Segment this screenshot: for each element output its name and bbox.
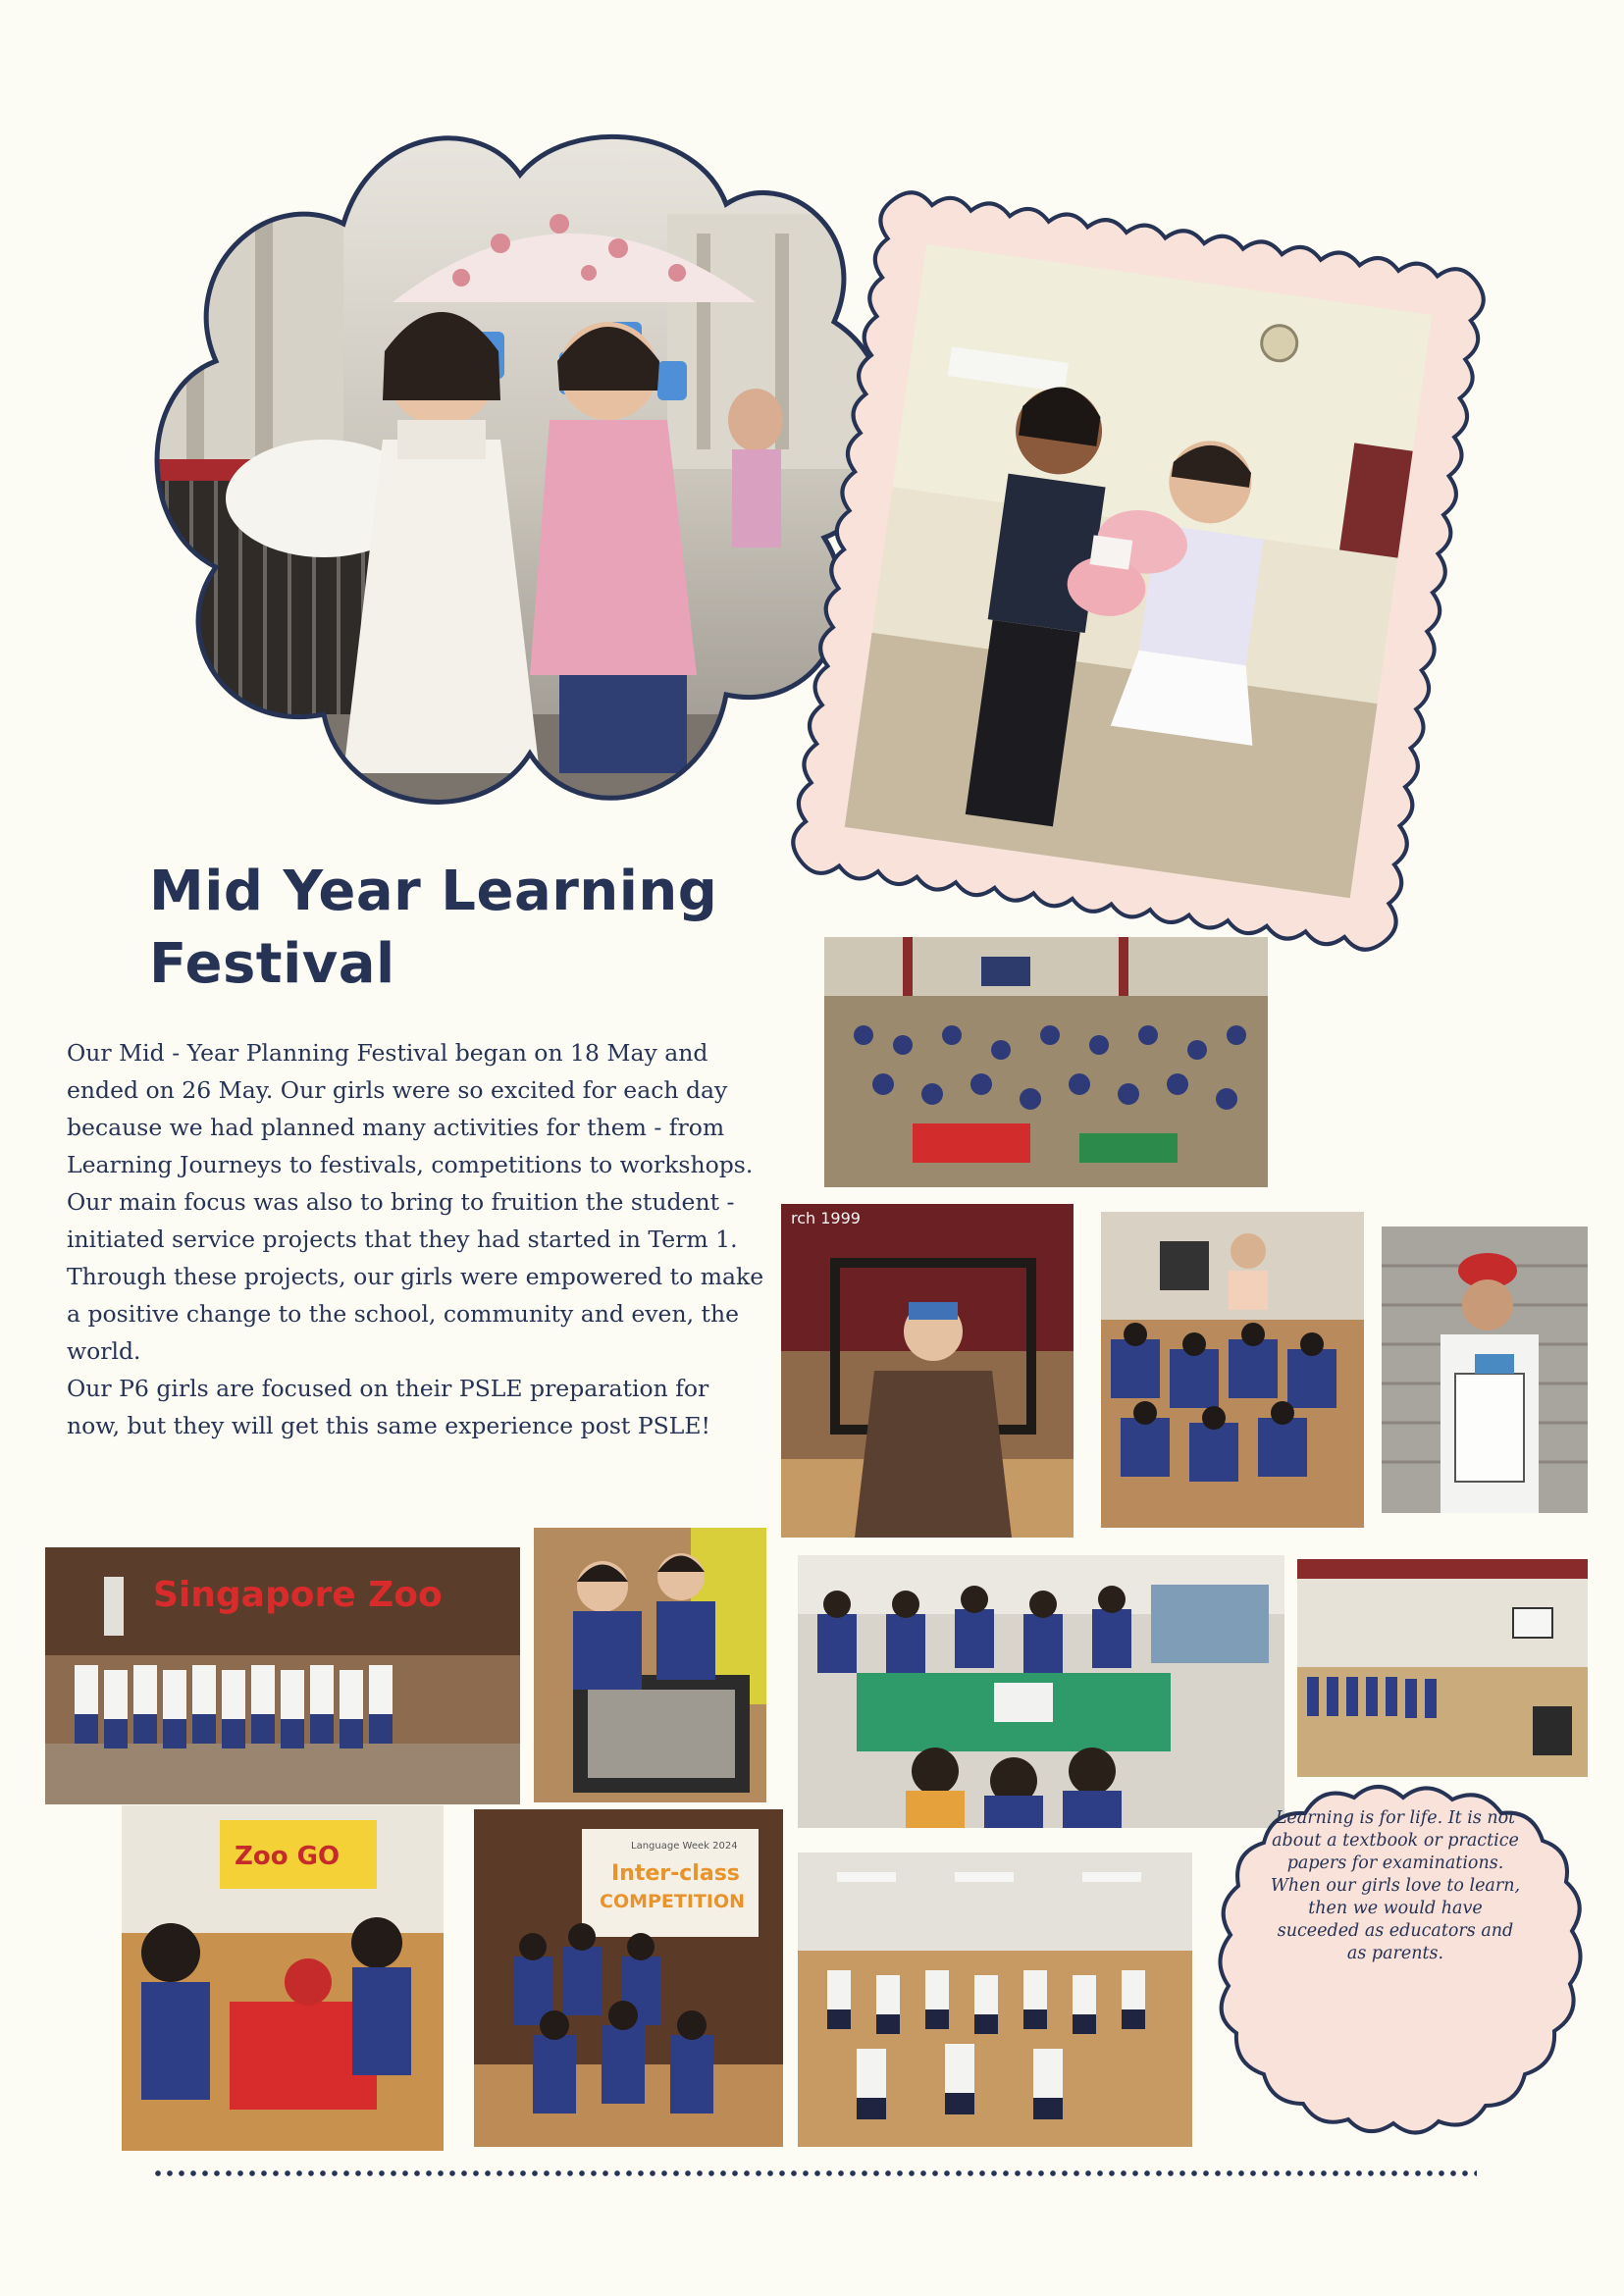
wall-board-text: rch 1999 — [791, 1209, 861, 1227]
quote-text: Learning is for life. It is not about a textbook or practice papers for examinations. When our girls love to learn, then we would have suceeded as educators and as parents. — [1270, 1808, 1521, 1963]
flower-photo-costume-girls — [147, 126, 893, 852]
article-body — [67, 1034, 765, 1444]
photo-zoo-go-model — [122, 1805, 444, 2151]
photo-singapore-zoo — [45, 1547, 520, 1804]
stage-sign-text: Zoo GO — [235, 1842, 341, 1871]
photo-classroom-table — [798, 1555, 1284, 1828]
competition-line1: Inter-class — [611, 1861, 740, 1886]
photo-pe-exercise — [798, 1852, 1192, 2147]
article-paragraph-1: Our Mid - Year Planning Festival began on 18 May and ended on 26 May. Our girls were so excited for each day because we had planned many activities for them - from Learning Journeys to festivals, competitions to workshops. Our main focus was also to bring to fruition the student - initiated service projects that they had started in Term 1. Through these projects, our girls were empowered to make a positive change to the school, community and even, the world. — [67, 1039, 764, 1365]
photo-interclass-competition — [474, 1809, 783, 2147]
stamp-photo-boxing-girls — [785, 179, 1492, 964]
competition-top-text: Language Week 2024 — [631, 1841, 738, 1852]
article-paragraph-2: Our P6 girls are focused on their PSLE preparation for now, but they will get this same experience post PSLE! — [67, 1375, 710, 1439]
competition-line2: COMPETITION — [600, 1891, 746, 1912]
photo-girl-with-frame — [781, 1204, 1074, 1538]
photo-girls-sand-table — [534, 1528, 766, 1802]
dotted-divider — [152, 2169, 1477, 2177]
photo-hall-crowd — [824, 937, 1268, 1187]
photo-hall-line — [1297, 1559, 1588, 1777]
zoo-sign-text: Singapore Zoo — [153, 1575, 443, 1615]
photo-girls-sitting-floor — [1101, 1212, 1364, 1528]
photo-chef-teacher — [1382, 1226, 1588, 1513]
page-title: Mid Year Learning Festival — [149, 860, 718, 996]
